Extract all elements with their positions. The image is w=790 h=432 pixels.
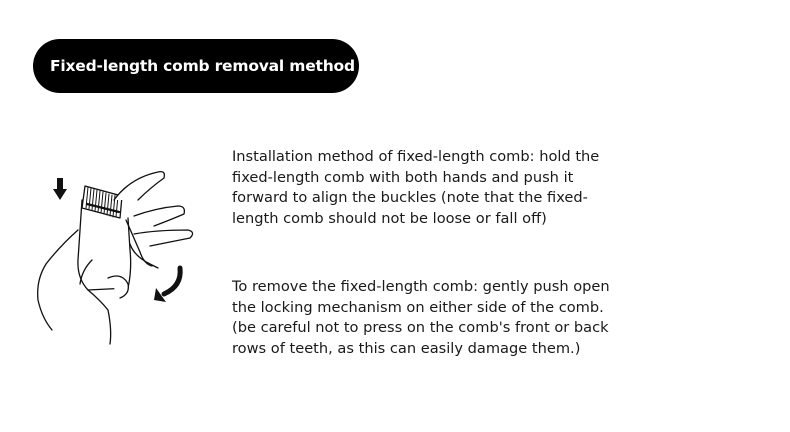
installation-instructions: Installation method of fixed-length comb: hold the fixed-length comb with both hands and push it forward to align the buckles (note that the fixed-length comb should not be loose or fall off) xyxy=(232,148,600,228)
title-pill xyxy=(33,39,359,93)
removal-instructions: To remove the fixed-length comb: gently push open the locking mechanism on either side of the comb. (be careful not to press on the comb's front or back rows of teeth, as this can easily damage them.) xyxy=(232,278,610,358)
page-title: Fixed-length comb removal method xyxy=(50,57,355,75)
curved-arrow-icon xyxy=(154,268,180,302)
hands-attaching-comb-illustration xyxy=(30,160,210,350)
arrow-down-icon xyxy=(53,178,67,200)
